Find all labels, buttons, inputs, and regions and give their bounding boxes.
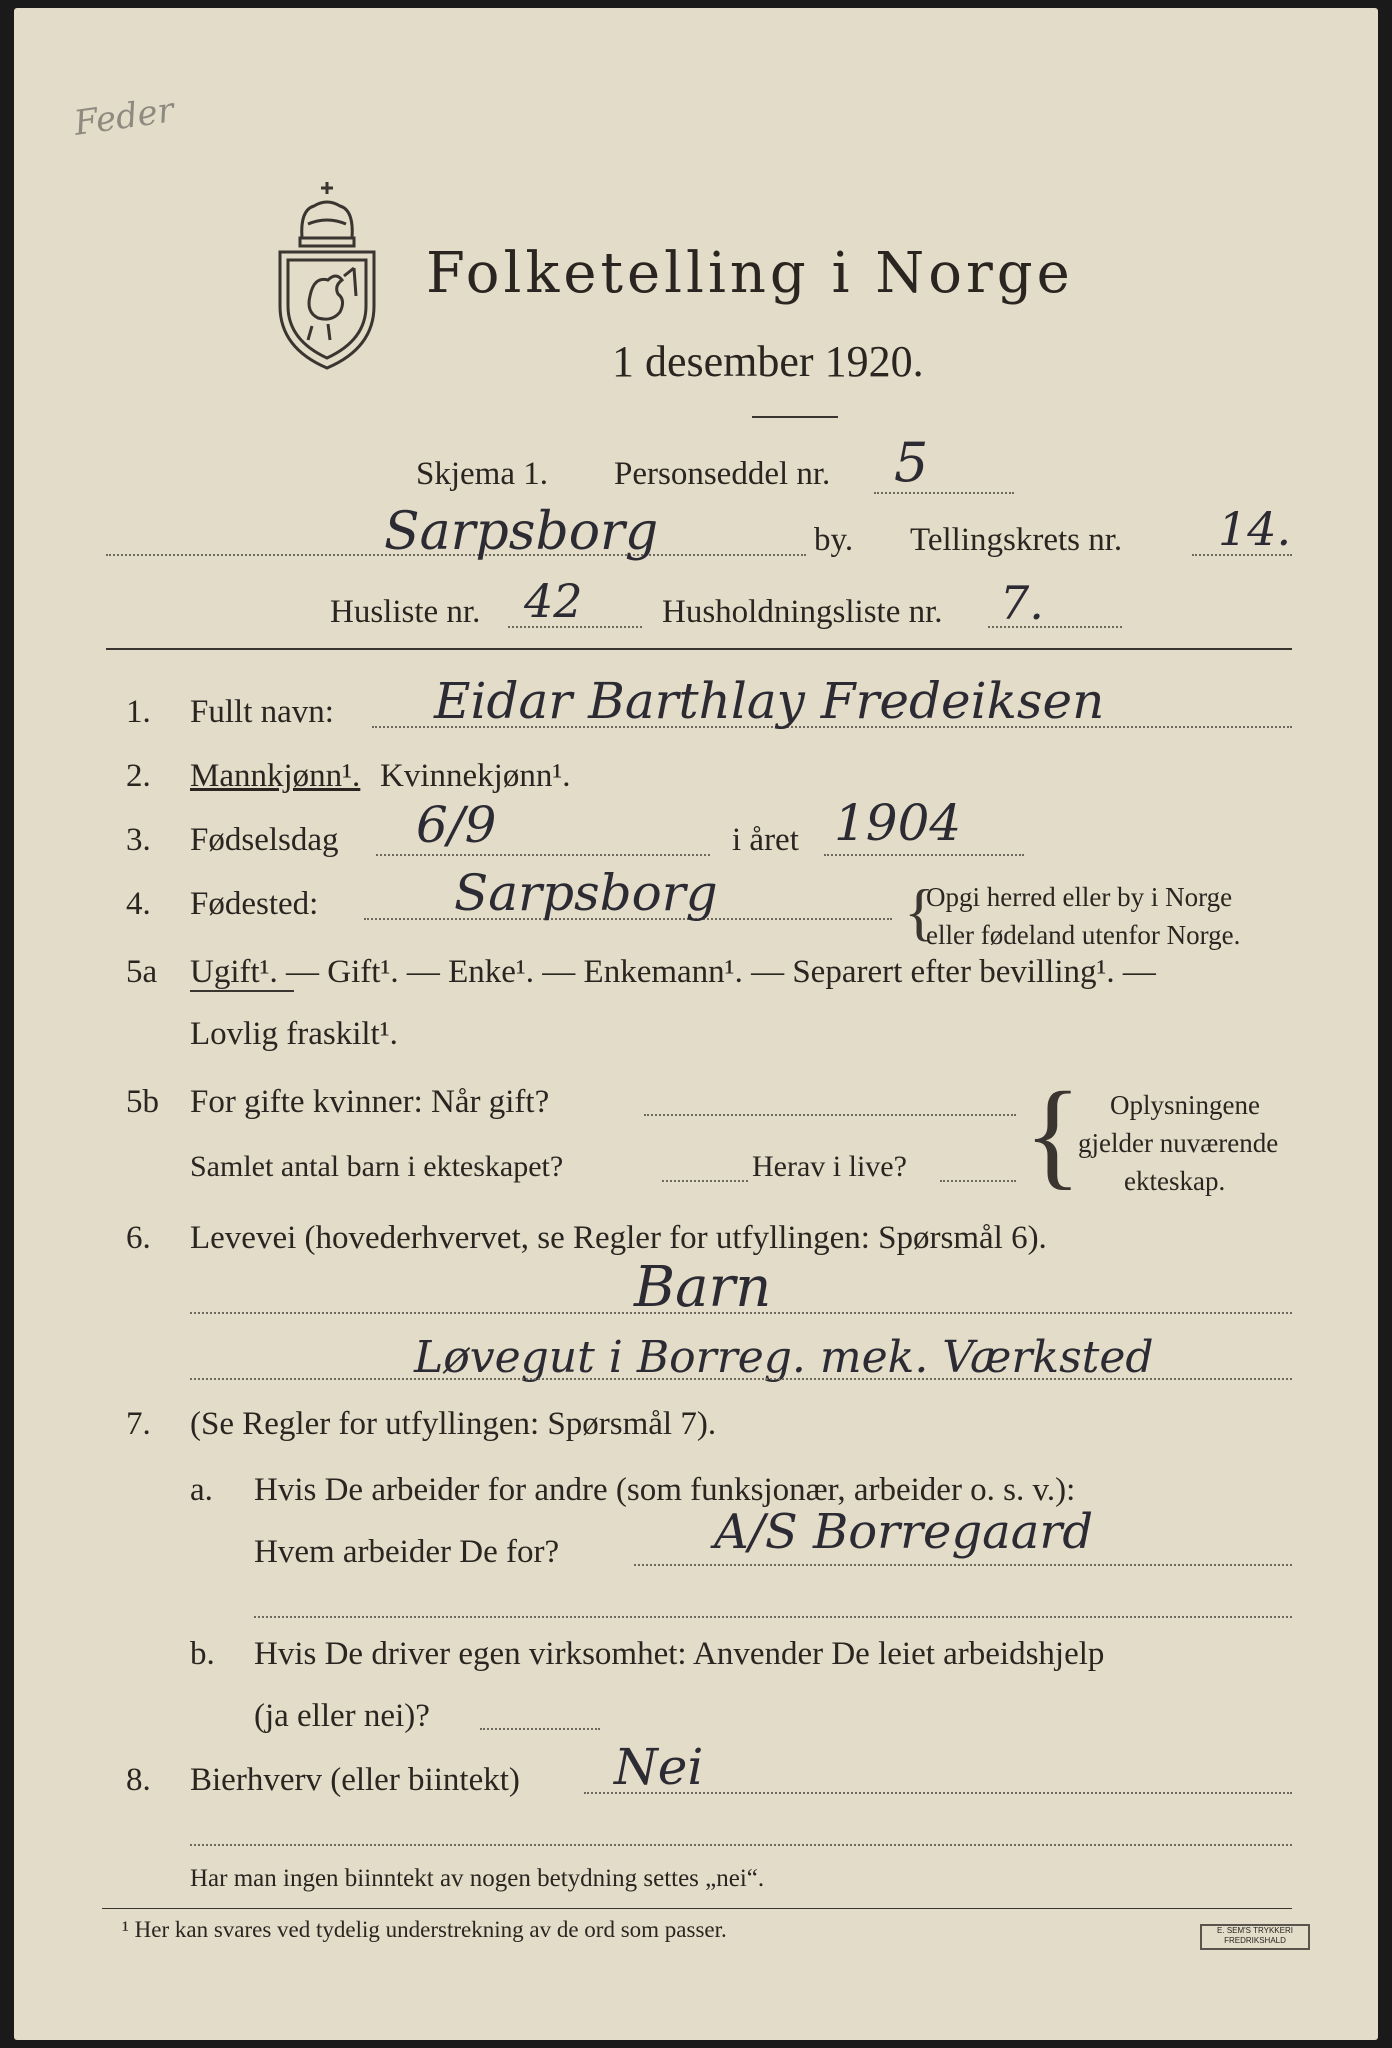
q2-female-option: Kvinnekjønn¹. — [380, 758, 571, 794]
personseddel-label: Personseddel nr. — [614, 456, 831, 492]
q5a-number: 5a — [126, 954, 158, 990]
q1-value: Eidar Barthlay Fredeiksen — [434, 672, 1105, 730]
coat-of-arms-icon — [272, 176, 382, 372]
form-title: Folketelling i Norge — [426, 241, 1074, 306]
title-divider — [752, 416, 838, 418]
q4-note-line2: eller fødeland utenfor Norge. — [926, 920, 1241, 950]
q7b-question: Hvis De driver egen virksomhet: Anvender De leiet arbeidshjelp — [254, 1636, 1105, 1672]
husliste-label: Husliste nr. — [330, 594, 481, 630]
tellingskrets-value: 14. — [1218, 502, 1292, 556]
q8-value: Nei — [614, 1738, 704, 1796]
q3-label: Fødselsdag — [190, 822, 339, 858]
q7-label: (Se Regler for utfyllingen: Spørsmål 7). — [190, 1406, 717, 1442]
q7b-yes-no-line — [480, 1728, 600, 1730]
q6-line-2 — [190, 1378, 1292, 1380]
q1-number: 1. — [126, 694, 151, 730]
q7a-employer-line — [634, 1564, 1292, 1566]
census-form-sheet — [14, 8, 1378, 2040]
header-rule — [106, 648, 1292, 650]
q5b-when-married-label: For gifte kvinner: Når gift? — [190, 1084, 550, 1120]
q3-year-line — [824, 854, 1024, 856]
q7b-yes-no-label: (ja eller nei)? — [254, 1698, 430, 1734]
footnote: ¹ Her kan svares ved tydelig understrekning av de ord som passer. — [122, 1917, 727, 1942]
husliste-value: 42 — [524, 574, 583, 628]
q7a-extra-line — [254, 1616, 1292, 1618]
personseddel-value: 5 — [894, 431, 929, 494]
q7b-letter: b. — [190, 1636, 215, 1672]
q5b-children-line — [662, 1180, 748, 1182]
q5b-alive-line — [940, 1180, 1016, 1182]
q5b-note-brace: { — [1024, 1067, 1082, 1200]
by-label: by. — [814, 522, 854, 558]
footer-line — [190, 1844, 1292, 1846]
q7a-employer-label: Hvem arbeider De for? — [254, 1534, 560, 1570]
q5a-status-options-2: Lovlig fraskilt¹. — [190, 1016, 398, 1052]
q8-label: Bierhverv (eller biintekt) — [190, 1762, 520, 1798]
q3-year-label: i året — [732, 822, 799, 858]
place-value: Sarpsborg — [384, 502, 659, 562]
husholdning-value: 7. — [1000, 576, 1044, 630]
q3-year-value: 1904 — [834, 794, 962, 852]
q6-label: Levevei (hovederhvervet, se Regler for utfyllingen: Spørsmål 6). — [190, 1220, 1047, 1256]
census-date: 1 desember 1920. — [612, 337, 924, 386]
q5b-children-label: Samlet antal barn i ekteskapet? — [190, 1150, 564, 1183]
margin-pencil-note: Feder — [71, 90, 177, 144]
q5b-alive-label: Herav i live? — [752, 1150, 907, 1183]
q3-number: 3. — [126, 822, 151, 858]
q1-label: Fullt navn: — [190, 694, 334, 730]
q4-note-line1: Opgi herred eller by i Norge — [926, 882, 1233, 912]
footnote-rule — [102, 1908, 1292, 1909]
husholdning-label: Husholdningsliste nr. — [662, 594, 943, 630]
q5a-ugift-underline — [190, 990, 294, 992]
q4-number: 4. — [126, 886, 151, 922]
q4-value: Sarpsborg — [454, 864, 718, 922]
q8-number: 8. — [126, 1762, 151, 1798]
q2-number: 2. — [126, 758, 151, 794]
q6-value-2: Løvegut i Borreg. mek. Værksted — [414, 1332, 1154, 1383]
q5b-note-line2: gjelder nuværende — [1078, 1128, 1279, 1158]
q5b-note-line1: Oplysningene — [1110, 1090, 1260, 1120]
q7-number: 7. — [126, 1406, 151, 1442]
q5b-number: 5b — [126, 1084, 159, 1120]
q7a-employer-value: A/S Borregaard — [714, 1504, 1094, 1560]
schema-label: Skjema 1. — [416, 456, 548, 492]
q2-male-option: Mannkjønn¹. — [190, 758, 361, 794]
q6-value-1: Barn — [634, 1255, 772, 1320]
q3-day-value: 6/9 — [416, 796, 497, 854]
footer-note: Har man ingen biinntekt av nogen betydning settes „nei“. — [190, 1865, 765, 1892]
q5b-note-line3: ekteskap. — [1124, 1166, 1226, 1196]
q7a-question: Hvis De arbeider for andre (som funksjonær, arbeider o. s. v.): — [254, 1472, 1076, 1508]
q6-line-1 — [190, 1312, 1292, 1314]
q3-day-line — [376, 854, 710, 856]
q5b-when-married-line — [644, 1114, 1016, 1116]
tellingskrets-label: Tellingskrets nr. — [910, 522, 1123, 558]
printer-stamp: E. SEM'S TRYKKERI FREDRIKSHALD — [1200, 1924, 1310, 1950]
q5a-status-options: Ugift¹. — Gift¹. — Enke¹. — Enkemann¹. — Separert efter bevilling¹. — — [190, 954, 1156, 990]
q4-label: Fødested: — [190, 886, 319, 922]
q6-number: 6. — [126, 1220, 151, 1256]
q7a-letter: a. — [190, 1472, 213, 1508]
q4-note-brace: { — [904, 876, 935, 947]
